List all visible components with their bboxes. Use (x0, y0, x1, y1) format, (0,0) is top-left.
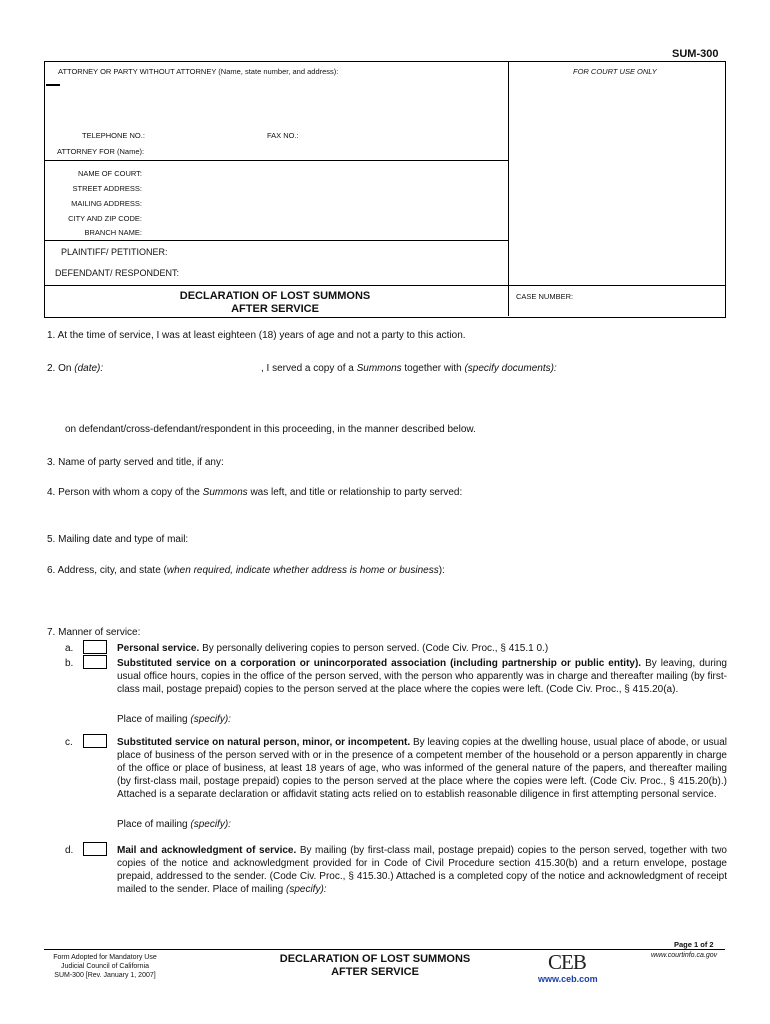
form-title-line2: AFTER SERVICE (231, 303, 319, 315)
item-7b-place-label: Place of mailing (117, 714, 188, 725)
attorney-divider (44, 160, 508, 161)
street-address-label: STREET ADDRESS: (72, 184, 142, 193)
item-4 (47, 486, 462, 499)
item-7d-letter: d. (65, 845, 74, 856)
telephone-label: TELEPHONE NO.: (82, 131, 145, 140)
form-title (130, 290, 420, 316)
item-7-label: Manner of service: (58, 627, 141, 638)
item-7c-text: By leaving copies at the dwelling house, usual place of abode, or usual place of business of the person served with or in the presence of a competent member of the household or a person apparently in charge of the office or place of business, at least 18 years of age, who was informed of the general nature of the papers, and thereafter mailing (by first-class mail, postage prepaid) copies to the person served at the place where the copies were left. (Code Civ. Proc., § 415.20(b).) Attached is a separate declaration or affidavit stating acts relied on to establish reasonable diligence in first attempting personal service. (117, 737, 727, 800)
footer-title-line1: DECLARATION OF LOST SUMMONS (279, 953, 471, 965)
fax-label: FAX NO.: (267, 131, 299, 140)
item-7a (117, 642, 727, 655)
name-of-court-label: NAME OF COURT: (77, 169, 142, 178)
item-7c-letter: c. (65, 737, 73, 748)
item-6-post: ): (438, 565, 445, 576)
item-2-summons: Summons (356, 363, 402, 374)
item-7d-checkbox[interactable] (83, 842, 107, 856)
attorney-name-field[interactable] (46, 84, 60, 86)
footer-title (240, 953, 510, 979)
courtinfo-link[interactable]: www.courtinfo.ca.gov (651, 952, 718, 959)
form-title-line1: DECLARATION OF LOST SUMMONS (179, 290, 371, 302)
item-7b-place (117, 713, 231, 726)
item-7b-letter: b. (65, 658, 74, 669)
item-7b-specify: (specify): (190, 714, 231, 725)
item-2-served-text: , I served a copy of a (261, 363, 354, 374)
item-3-text: Name of party served and title, if any: (58, 457, 224, 468)
item-5 (47, 533, 188, 546)
item-7d-specify: (specify): (286, 884, 327, 895)
defendant-label: DEFENDANT/ RESPONDENT: (55, 268, 180, 278)
item-2-together: together with (404, 363, 462, 374)
form-number: SUM-300 (672, 48, 719, 60)
item-6-number: 6. (47, 565, 56, 576)
item-7c-place (117, 818, 231, 831)
item-2 (47, 362, 103, 375)
item-2-on: On (58, 363, 72, 374)
item-4-summons: Summons (202, 487, 248, 498)
case-number-label: CASE NUMBER: (516, 292, 574, 301)
item-2-served (261, 362, 557, 375)
attorney-label: ATTORNEY OR PARTY WITHOUT ATTORNEY (Name, state number, and address): (58, 67, 339, 76)
court-use-label: FOR COURT USE ONLY (573, 67, 657, 76)
item-7a-letter: a. (65, 643, 74, 654)
item-7c-place-label: Place of mailing (117, 819, 188, 830)
form-adopted-line1: Form Adopted for Mandatory Use (53, 954, 157, 961)
item-2-continuation: on defendant/cross-defendant/respondent in this proceeding, in the manner described below. (65, 424, 476, 435)
item-7c-title: Substituted service on natural person, minor, or incompetent. (117, 737, 411, 748)
item-7b-checkbox[interactable] (83, 655, 107, 669)
item-7d-text: By mailing (by first-class mail, postage prepaid) copies to the person served, together with two copies of the notice and acknowledgment provided for in Code of Civil Procedure section 415.30(b) and a return envelope, postage prepaid, addressed to the sender. (Code Civ. Proc., § 415.30.) Attached is a completed copy of the notice and acknowledgment of receipt mailed to the sender. Place of mailing (117, 845, 727, 895)
item-6 (47, 564, 445, 577)
item-4-pre: Person with whom a copy of the (58, 487, 200, 498)
item-4-post: was left, and title or relationship to party served: (250, 487, 463, 498)
item-7c-checkbox[interactable] (83, 734, 107, 748)
item-5-text: Mailing date and type of mail: (58, 534, 189, 545)
item-7c-specify: (specify): (190, 819, 231, 830)
item-3 (47, 456, 224, 469)
item-7a-title: Personal service. (117, 643, 200, 654)
item-7c (117, 736, 727, 801)
item-7b (117, 657, 727, 696)
item-2-specify: (specify documents): (464, 363, 557, 374)
mailing-address-label: MAILING ADDRESS: (71, 199, 142, 208)
item-7d (117, 844, 727, 896)
item-6-pre: Address, city, and state ( (57, 565, 167, 576)
item-1-text: At the time of service, I was at least eighteen (18) years of age and not a party to this action. (57, 330, 466, 341)
item-3-number: 3. (47, 457, 56, 468)
branch-name-label: BRANCH NAME: (84, 228, 142, 237)
footer-rule (44, 949, 725, 950)
item-1 (47, 329, 466, 342)
court-divider (44, 240, 508, 241)
page-number: Page 1 of 2 (674, 940, 714, 949)
footer-title-line2: AFTER SERVICE (331, 966, 419, 978)
court-use-divider (508, 61, 509, 316)
ceb-logo: CEB (548, 950, 586, 974)
title-divider (44, 285, 725, 286)
item-1-number: 1. (47, 330, 56, 341)
item-7-number: 7. (47, 627, 56, 638)
plaintiff-label: PLAINTIFF/ PETITIONER: (61, 247, 168, 257)
item-7b-text: By leaving, during usual office hours, copies in the office of the person served, with the person who apparently was in charge and thereafter mailing (by first-class mail, postage prepaid) copies to the person served at the place where the copies were left. (Code Civ. Proc., § 415.20(a). (117, 658, 727, 695)
form-adopted-line3: SUM-300 [Rev. January 1, 2007] (54, 972, 156, 979)
item-7d-title: Mail and acknowledgment of service. (117, 845, 297, 856)
item-6-italic: when required, indicate whether address is home or business (166, 565, 439, 576)
item-5-number: 5. (47, 534, 56, 545)
item-7 (47, 626, 140, 639)
caption-box (44, 61, 726, 318)
ceb-link[interactable]: www.ceb.com (538, 974, 598, 984)
attorney-for-label: ATTORNEY FOR (Name): (57, 147, 145, 156)
item-4-number: 4. (47, 487, 56, 498)
item-2-number: 2. (47, 363, 56, 374)
item-7a-text: By personally delivering copies to person served. (Code Civ. Proc., § 415.1 0.) (202, 643, 549, 654)
city-zip-label: CITY AND ZIP CODE: (68, 214, 142, 223)
item-7a-checkbox[interactable] (83, 640, 107, 654)
item-2-date-label: (date): (74, 363, 104, 374)
form-adopted-line2: Judicial Council of California (61, 963, 149, 970)
form-adopted-block (40, 953, 170, 980)
item-7b-title: Substituted service on a corporation or unincorporated association (including partnership or public entity). (117, 658, 642, 669)
